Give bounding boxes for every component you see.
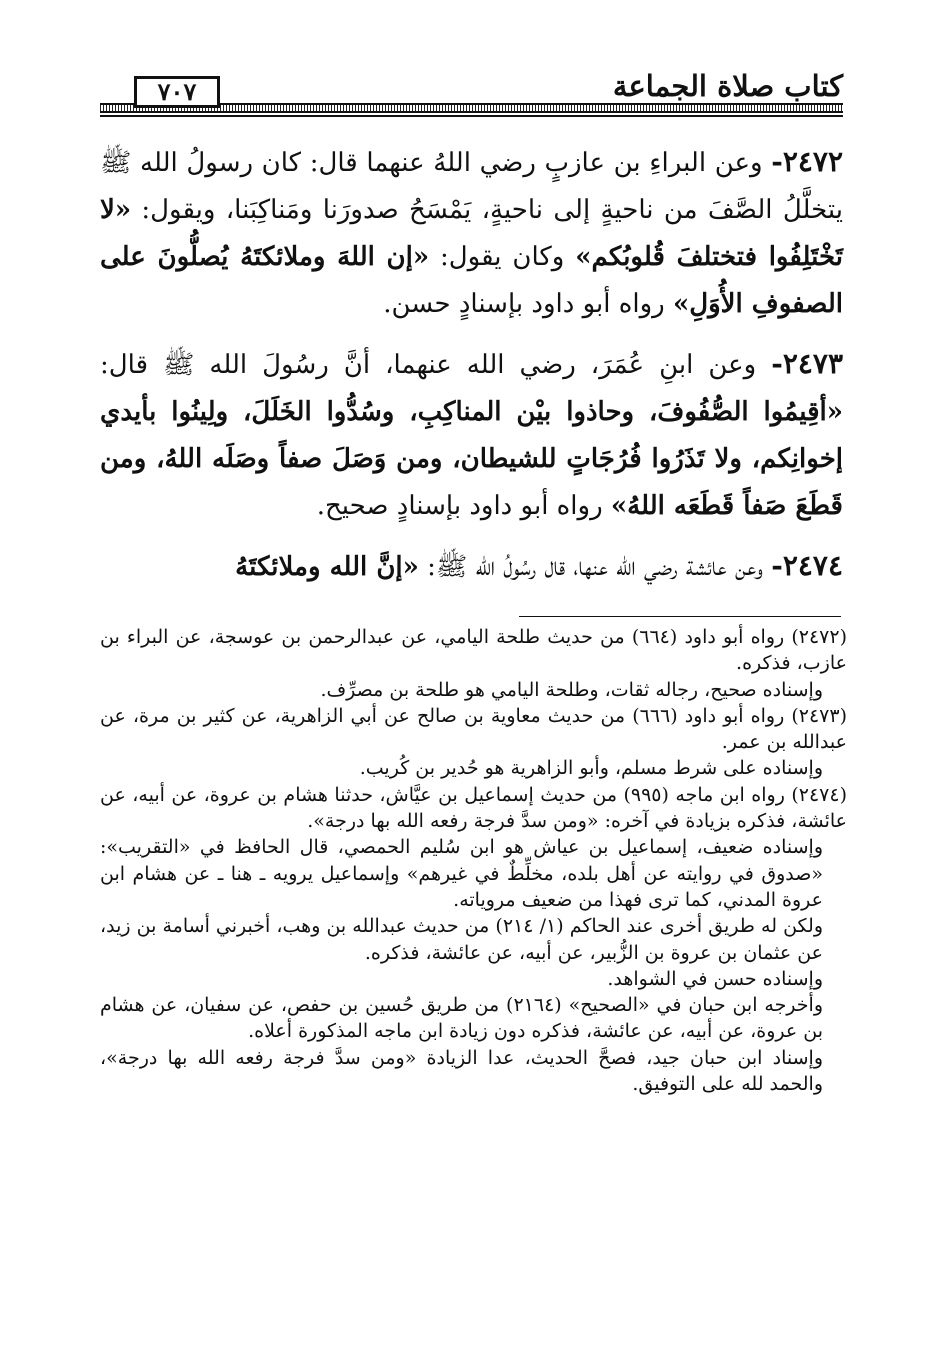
footnote-line: وإسناده على شرط مسلم، وأبو الزاهرية هو حُدير بن كُريب. — [359, 757, 823, 780]
header-rule-thin — [100, 115, 843, 117]
footnote-line: (٢٤٧٤) رواه ابن ماجه (٩٩٥) من حديث إسماعيل بن عيَّاش، حدثنا هشام بن عروة، عن أبيه، عن عائشة، فذكره بزيادة في آخره: «ومن سدَّ فرجة رفعه الله بها درجة». — [100, 783, 847, 833]
footnote-line: وإسناده ضعيف، إسماعيل بن عياش هو ابن سُليم الحمصي، قال الحافظ في «التقريب»: «صدوق في روايته عن أهل بلده، مخلِّطٌ في غيرهم» وإسماعيل يرويه ـ هنا ـ عن هشام ابن عروة المدني، كما ترى فهذا من ضعيف مروياته. — [100, 836, 823, 911]
page-number: ٧٠٧ — [134, 76, 220, 108]
hadith-2473 — [100, 340, 843, 530]
hadith-text: وعن عائشة رضي الله عنها، قال رسُولُ الله ﷺ: — [418, 552, 772, 582]
footnote-line: وأخرجه ابن حبان في «الصحيح» (٢١٦٤) من طريق حُسين بن حفص، عن سفيان، عن هشام بن عروة، عن أبيه، عن عائشة، فذكره دون زيادة ابن ماجه المذكورة أعلاه. — [100, 994, 823, 1043]
page-header — [100, 68, 843, 118]
hadith-text: رواه أبو داود بإسنادٍ صحيح. — [316, 491, 611, 521]
footnote-line: (٢٤٧٣) رواه أبو داود (٦٦٦) من حديث معاوية بن صالح عن أبي الزاهرية، عن كثير بن مرة، عن عبدالله بن عمر. — [100, 704, 848, 754]
main-text — [100, 138, 843, 603]
hadith-quote: «لا تَخْتَلِفُوا فتختلفَ قُلوبُكم» — [100, 195, 843, 272]
hadith-quote: «إن اللهَ وملائكتَهُ يُصلُّونَ على الصفوفِ الأُوَلِ» — [100, 242, 843, 319]
footnote-line: وإسناده حسن في الشواهد. — [607, 967, 823, 990]
hadith-quote: «أقِيمُوا الصُّفُوفَ، وحاذوا بيْن المناكِبِ، وسُدُّوا الخَلَلَ، ولِينُوا بأيدي إخوانِكم، ولا تَذَرُوا فُرُجَاتٍ للشيطان، ومن وَصَلَ صفاً وصَلَه اللهُ، ومن قَطَعَ صَفاً قَطَعَه اللهُ» — [100, 397, 843, 521]
hadith-2474 — [100, 542, 843, 591]
footnote-separator — [519, 616, 841, 617]
hadith-text: وكان يقول: — [429, 242, 576, 272]
footnote-line: ولكن له طريق أخرى عند الحاكم (١/ ٢١٤) من حديث عبدالله بن وهب، أخبرني أسامة بن زيد، عن عثمان بن عروة بن الزُّبير، عن أبيه، عن عائشة، فذكره. — [100, 915, 823, 964]
hadith-number: ٢٤٧٣- — [771, 347, 843, 380]
footnote-line: وإسناد ابن حبان جيد، فصحَّ الحديث، عدا الزيادة «ومن سدَّ فرجة رفعه الله بها درجة»، والحمد لله على التوفيق. — [100, 1046, 823, 1096]
hadith-quote: «إنَّ الله وملائكتَهُ — [235, 552, 419, 582]
hadith-2472 — [100, 138, 843, 328]
hadith-number: ٢٤٧٢- — [771, 145, 843, 178]
footnote-line: وإسناده صحيح، رجاله ثقات، وطلحة اليامي هو طلحة بن مصرِّف. — [320, 678, 823, 701]
hadith-number: ٢٤٧٤- — [771, 549, 843, 582]
book-title: كتاب صلاة الجماعة — [612, 69, 843, 103]
footnotes — [100, 624, 847, 1097]
hadith-text: وعن البراءِ بن عازبٍ رضي اللهُ عنهما قال: كان رسولُ الله ﷺ يتخلَّلُ الصَّفَ من ناحيةٍ إلى ناحيةٍ، يَمْسَحُ صدورَنا ومَناكِبَنا، ويقول: — [100, 148, 843, 225]
hadith-text: رواه أبو داود بإسنادٍ حسن. — [383, 289, 673, 319]
hadith-text: وعن ابنِ عُمَرَ، رضي الله عنهما، أنَّ رسُولَ الله ﷺ قال: — [100, 350, 772, 380]
footnote-line: (٢٤٧٢) رواه أبو داود (٦٦٤) من حديث طلحة اليامي، عن عبدالرحمن بن عوسجة، عن البراء بن عازب، فذكره. — [100, 626, 847, 675]
